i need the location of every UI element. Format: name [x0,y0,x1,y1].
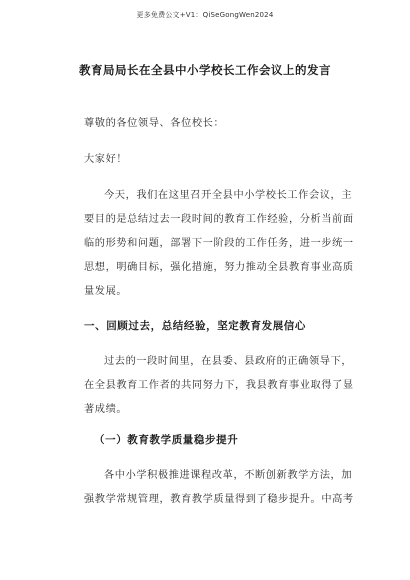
salutation-line: 大家好！ [84,154,128,165]
greeting-paragraph [84,112,344,136]
intro-line: 量发展。 [84,286,128,297]
subsection1-paragraph [84,464,354,512]
section1-paragraph [84,350,354,422]
header-watermark: 更多免费公文+V1：QiSeGongWen2024 [136,11,274,19]
intro-line: 今天，我们在这里召开全县中小学校长工作会议，主 [104,190,353,201]
section1-line: 在全县教育工作者的共同努力下，我县教育事业取得了显 [84,380,354,391]
section-heading: 一、回顾过去，总结经验，坚定教育发展信心 [84,320,306,332]
intro-line: 临的形势和问题，部署下一阶段的工作任务，进一步统一 [84,238,354,249]
section1-line: 过去的一段时间里，在县委、县政府的正确领导下， [104,356,353,367]
intro-line: 思想，明确目标，强化措施，努力推动全县教育事业高质 [84,262,354,273]
intro-paragraph [84,184,354,304]
subsection1-line: 强教学常规管理，教育教学质量得到了稳步提升。中高考 [84,494,354,505]
document-title: 教育局局长在全县中小学校长工作会议上的发言 [79,63,331,77]
section1-line: 著成绩。 [84,404,128,415]
greeting-line: 尊敬的各位领导、各位校长： [84,118,225,129]
subsection-heading: （一）教育教学质量稳步提升 [94,434,239,446]
intro-line: 要目的是总结过去一段时间的教育工作经验，分析当前面 [84,214,354,225]
subsection1-line: 各中小学积极推进课程改革，不断创新教学方法，加 [104,470,353,481]
salutation-paragraph [84,148,344,172]
